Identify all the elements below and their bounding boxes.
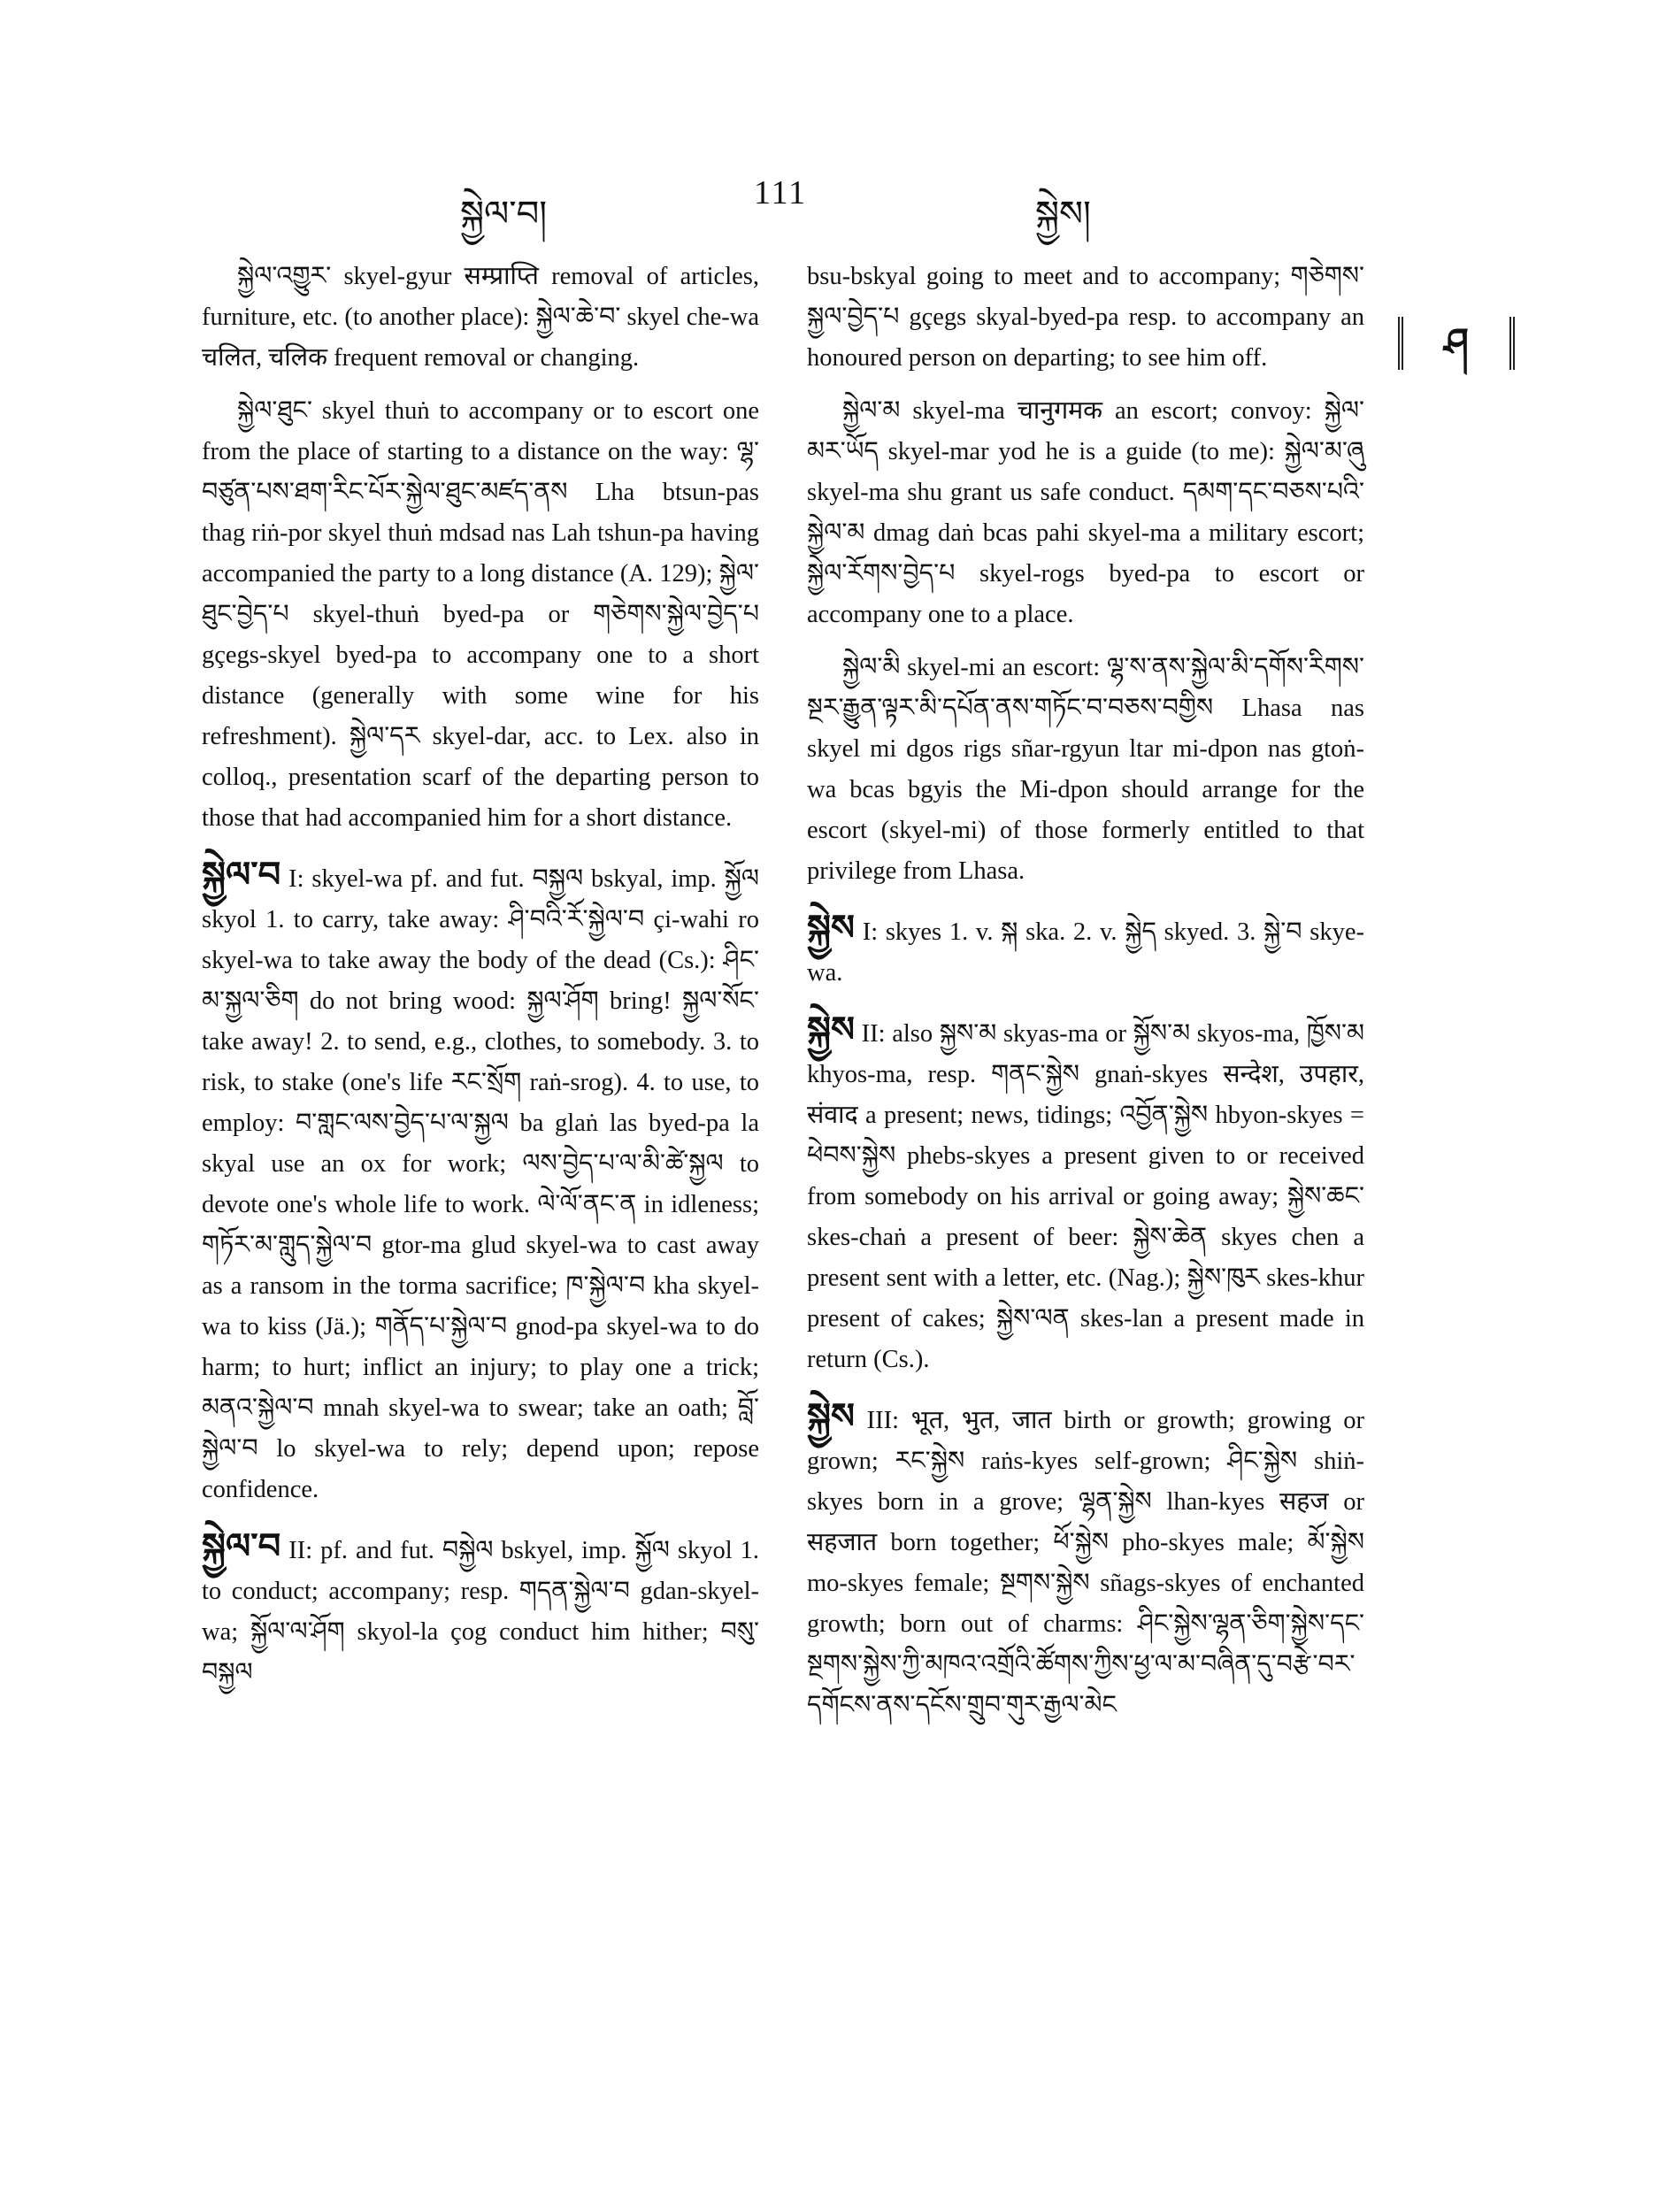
- entry-paragraph: [807, 648, 1364, 892]
- running-head-left: སྐྱེལ་བ།: [460, 194, 548, 234]
- entry-text: སྐྱེལ་མ skyel-ma चानुगमक an escort; convoy: སྐྱེལ་མར་ཡོད skyel-mar yod he is a guide (to me): སྐྱེལ་མ་ཞུ skyel-ma shu grant us safe conduct. དམག་དང་བཅས་པའི་སྐྱེལ་མ dmag daṅ bcas pahi skyel-ma a military escort; སྐྱེལ་རོགས་བྱེད་པ skyel-rogs byed-pa to escort or accompany one to a place.: [807, 397, 1364, 628]
- entry-text: I: skyes 1. v. སྐ ska. 2. v. སྐྱེད skyed. 3. སྐྱེ་བ skye-wa.: [807, 918, 1364, 987]
- headword: སྐྱེལ་བ: [202, 855, 281, 895]
- entry-paragraph: [202, 391, 759, 839]
- entry-paragraph: [807, 257, 1364, 379]
- thumb-index-tab: [1398, 317, 1515, 370]
- thumb-index-label: ཤ: [1444, 320, 1469, 365]
- entry-text: སྐྱེལ་ཐུང་ skyel thuṅ to accompany or to escort one from the place of starting to a distance on the way: ལྷ་བཙུན་པས་ཐག་རིང་པོར་སྐྱེལ་ཐུང་མཛད་ནས Lha btsun-pas thag riṅ-por skyel thuṅ mdsad nas Lah tshun-pa having accompanied the party to a long distance (A. 129); སྐྱེལ་ཐུང་བྱེད་པ skyel-thuṅ byed-pa or གཅེགས་སྐྱེལ་བྱེད་པ gçegs-skyel byed-pa to accompany one to a short distance (generally with some wine for his refreshment). སྐྱེལ་དར skyel-dar, acc. to Lex. also in colloq., presentation scarf of the departing person to those that had accompanied him for a short distance.: [202, 397, 759, 832]
- entry-text: III: भूत, भुत, जात birth or growth; growing or grown; རང་སྐྱེས raṅs-kyes self-grown; ཤིང་སྐྱེས shiṅ-skyes born in a grove; ལྷན་སྐྱེས lhan-kyes सहज or सहजात born together; ཕོ་སྐྱེས pho-skyes male; མོ་སྐྱེས mo-skyes female; སྔགས་སྐྱེས sñags-skyes of enchanted growth; born out of charms: ཤིང་སྐྱེས་ལྷན་ཅིག་སྐྱེས་དང་སྔགས་སྐྱེས་ཀྱི་མཁའ་འགྲོའི་ཚོགས་ཀྱིས་ཕྱ་ལ་མ་བཞིན་དུ་བརྩེ་བར་དགོངས་ནས་དངོས་གྲུབ་གུར་རྒྱལ་མེང: [807, 1407, 1364, 1719]
- running-head-right: སྐྱེས།: [1035, 194, 1091, 234]
- entry-text: bsu-bskyal going to meet and to accompany; གཅེགས་སྐྱལ་བྱེད་པ gçegs skyal-byed-pa resp. to accompany an honoured person on departing; to see him off.: [807, 263, 1364, 372]
- right-column: [807, 257, 1364, 1739]
- entry-text: I: skyel-wa pf. and fut. བསྐྱལ bskyal, imp. སྐྱོལ skyol 1. to carry, take away: ཤི་བའི་རོ་སྐྱེལ་བ çi-wahi ro skyel-wa to take away the body of the dead (Cs.): ཤིང་མ་སྐྱལ་ཅིག do not bring wood: སྐྱལ་ཤོག bring! སྐྱལ་སོང་ take away! 2. to send, e.g., clothes, to somebody. 3. to risk, to stake (one's life རང་སྲོག raṅ-srog). 4. to use, to employ: བ་གླང་ལས་བྱེད་པ་ལ་སྐྱལ ba glaṅ las byed-pa la skyal use an ox for work; ལས་བྱེད་པ་ལ་མི་ཚེ་སྐྱལ to devote one's whole life to work. ལེ་ལོ་ནང་ན in idleness; གཏོར་མ་གླུད་སྐྱེལ་བ gtor-ma glud skyel-wa to cast away as a ransom in the torma sacrifice; ཁ་སྐྱེལ་བ kha skyel-wa to kiss (Jä.); གནོད་པ་སྐྱེལ་བ gnod-pa skyel-wa to do harm; to hurt; inflict an injury; to play one a trick; མནའ་སྐྱེལ་བ mnah skyel-wa to swear; take an oath; བློ་སྐྱེལ་བ lo skyel-wa to rely; depend upon; repose confidence.: [202, 865, 759, 1503]
- page-header: [0, 173, 1659, 234]
- entry-paragraph: [807, 1396, 1364, 1726]
- entry-text: སྐྱེལ་མི skyel-mi an escort: ལྷ་ས་ནས་སྐྱེལ་མི་དགོས་རིགས་སྔར་རྒྱུན་ལྟར་མི་དཔོན་ནས་གཏོང་བ་བཅས་བགྱིས Lhasa nas skyel mi dgos rigs sñar-rgyun ltar mi-dpon nas gtoṅ-wa bcas bgyis the Mi-dpon should arrange for the escort (skyel-mi) of those formerly entitled to that privilege from Lhasa.: [807, 654, 1364, 885]
- entry-text: II: also སྐྱས་མ skyas-ma or སྐྱོས་མ skyos-ma, ཁྱོས་མ khyos-ma, resp. གནང་སྐྱེས gnaṅ-skyes सन्देश, उपहार, संवाद a present; news, tidings; འབྱོན་སྐྱེས hbyon-skyes = ཕེབས་སྐྱེས phebs-skyes a present given to or received from somebody on his arrival or going away; སྐྱེས་ཆང་ skes-chaṅ a present of beer: སྐྱེས་ཆེན skyes chen a present sent with a letter, etc. (Nag.); སྐྱེས་ཁུར skes-khur present of cakes; སྐྱེས་ལན skes-lan a present made in return (Cs.).: [807, 1020, 1364, 1373]
- headword: སྐྱེས: [807, 1010, 855, 1050]
- headword: སྐྱེལ་བ: [202, 1526, 281, 1567]
- entry-paragraph: [202, 1526, 759, 1694]
- entry-text: སྐྱེལ་འགྱུར་ skyel-gyur सम्प्राप्ति removal of articles, furniture, etc. (to another place): སྐྱེལ་ཆེ་བ་ skyel che-wa चलित, चलिक frequent removal or changing.: [202, 263, 759, 372]
- entry-text: II: pf. and fut. བསྐྱེལ bskyel, imp. སྐྱོལ skyol 1. to conduct; accompany; resp. གདན་སྐྱེལ་བ gdan-skyel-wa; སྐྱོལ་ལ་ཤོག skyol-la çog conduct him hither; བསུ་བསྐྱལ: [202, 1537, 759, 1686]
- entry-paragraph: [202, 855, 759, 1510]
- entry-paragraph: [807, 391, 1364, 635]
- entry-paragraph: [807, 908, 1364, 994]
- entry-paragraph: [202, 257, 759, 379]
- headword: སྐྱེས: [807, 908, 855, 949]
- entry-paragraph: [807, 1010, 1364, 1380]
- page-number: 111: [754, 174, 808, 211]
- left-column: [202, 257, 759, 1706]
- headword: སྐྱེས: [807, 1396, 855, 1437]
